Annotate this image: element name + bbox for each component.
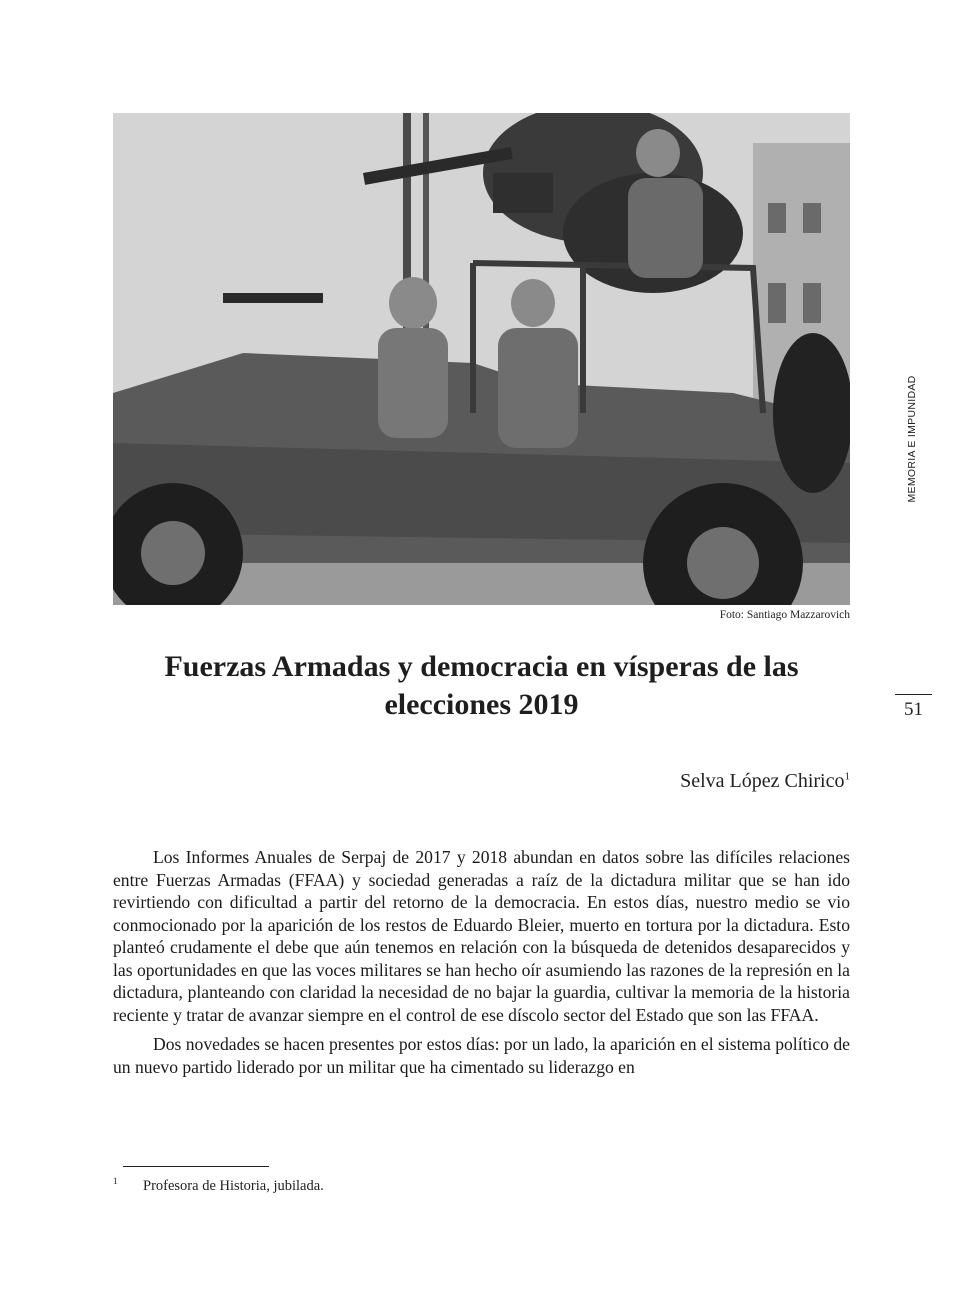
author-byline [680, 770, 850, 793]
page-number: 51 [904, 699, 923, 720]
author-footnote-marker[interactable]: 1 [844, 770, 850, 783]
body-paragraph: Dos novedades se hacen presentes por estos días: por un lado, la aparición en el sistema político de un nuevo partido liderado por un militar que ha cimentado su liderazgo en [113, 1034, 850, 1077]
page-number-rule [895, 694, 932, 695]
author-name: Selva López Chirico [680, 770, 845, 792]
footnote-separator [123, 1166, 269, 1167]
photo-caption: Foto: Santiago Mazzarovich [719, 609, 850, 621]
article-photo [113, 113, 850, 605]
footnote-text: Profesora de Historia, jubilada. [143, 1178, 324, 1194]
military-vehicle-photo [113, 113, 850, 605]
footnote-marker: 1 [113, 1176, 118, 1186]
section-side-label [904, 366, 920, 512]
article-title: Fuerzas Armadas y democracia en vísperas de las elecciones 2019 [164, 650, 799, 721]
article-body [113, 846, 850, 1085]
section-label-text: MEMORIA E IMPUNIDAD [906, 375, 918, 503]
body-paragraph: Los Informes Anuales de Serpaj de 2017 y 2018 abundan en datos sobre las difíciles relaciones entre Fuerzas Armadas (FFAA) y sociedad generadas a raíz de la dictadura militar que se han ido revirtiendo con dificultad a partir del retorno de la democracia. En estos días, nuestro medio se vio conmocionado por la aparición de los restos de Eduardo Bleier, muerto en tortura por la dictadura. Esto planteó crudamente el debe que aún tenemos en relación con la búsqueda de detenidos desaparecidos y las oportunidades en que las voces militares se han hecho oír asumiendo las razones de la represión en la dictadura, planteando con claridad la necesidad de no bajar la guardia, cultivar la memoria de la historia reciente y tratar de avanzar siempre en el control de ese díscolo sector del Estado que son las FFAA. [113, 847, 850, 1025]
